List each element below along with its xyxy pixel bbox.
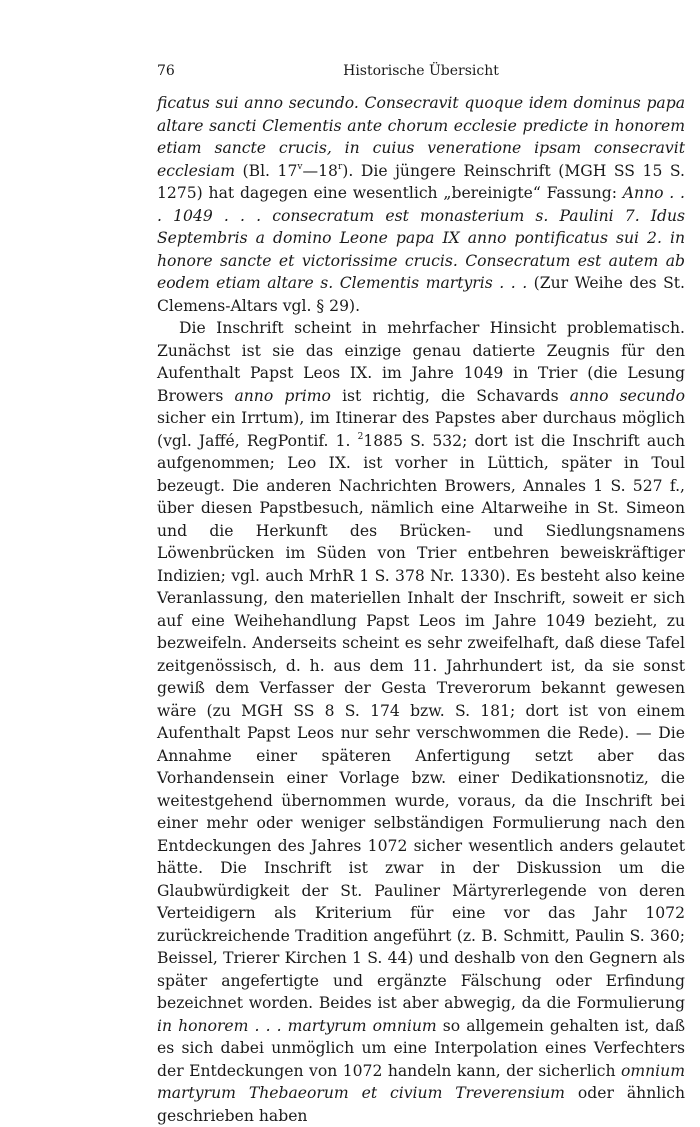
text-run: ). Die jüngere Reinschrift (MGH SS 15 S. 1275) hat dagegen eine wesentlich „bereinigte“ Fassung: xyxy=(157,161,685,202)
page-number: 76 xyxy=(157,63,175,79)
italic-text: anno primo xyxy=(234,386,331,405)
superscript: 2 xyxy=(357,431,364,442)
paragraph-1 xyxy=(157,92,685,317)
text-run: so allgemein gehalten ist, daß es sich dabei unmöglich um eine Interpolation eines Verfechters der Entdeckungen von 1072 handeln kann, der sicherlich xyxy=(157,1016,686,1080)
text-run: (Zur Weihe des St. Clemens-Altars vgl. § 29). xyxy=(157,274,686,315)
italic-text: anno secundo xyxy=(569,386,686,405)
running-head: Historische Übersicht xyxy=(343,63,499,79)
body-text xyxy=(157,92,685,1127)
text-run: oder ähnlich geschrieben haben xyxy=(157,1084,685,1125)
italic-text: ficatus sui anno secundo. Consecravit quoque idem dominus papa altare sancti Clementis ante chorum ecclesie predicte in honorem etiam sancte crucis, in cuius veneratione ipsam consecravit ecclesiam xyxy=(157,94,685,180)
text-run: ist richtig, die Schavards xyxy=(330,386,570,405)
text-run: 1885 S. 532; dort ist die Inschrift auch aufgenommen; Leo IX. ist vorher in Lüttich, später in Toul bezeugt. Die anderen Nachrichten Browers, Annales 1 S. 527 f., über diesen Papstbesuch, nämlich eine Altarweihe in St. Simeon und die Herkunft des Brücken- und Siedlungsnamens Löwenbrücken im Süden von Trier entbehren beweiskräftiger Indizien; vgl. auch MrhR 1 S. 378 Nr. 1330). Es besteht also keine Veranlassung, den materiellen Inhalt der Inschrift, soweit er sich auf eine Weihehandlung Papst Leos im Jahre 1049 bezieht, zu bezweifeln. Anderseits scheint es sehr zweifelhaft, daß diese Tafel zeitgenössisch, d. h. aus dem 11. Jahrhundert ist, da sie sonst gewiß dem Verfasser der Gesta Treverorum bekannt gewesen wäre (zu MGH SS 8 S. 174 bzw. S. 181; dort ist von einem Aufenthalt Papst Leos nur sehr verschwommen die Rede). — Die Annahme einer späteren Anfertigung setzt aber das Vorhandensein einer Vorlage bzw. einer Dedikationsnotiz, die weitestgehend übernommen wurde, voraus, da die Inschrift bei einer mehr oder weniger selbständigen Formulierung nach den Entdeckungen des Jahres 1072 sicher wesentlich anders gelautet hätte. Die Inschrift ist zwar in der Diskussion um die Glaubwürdigkeit der St. Pauliner Märtyrerlegende von deren Verteidigern als Kriterium für eine vor das Jahr 1072 zurückreichende Tradition angeführt (z. B. Schmitt, Paulin S. 360; Beissel, Trierer Kirchen 1 S. 44) und deshalb von den Gegnern als später angefertigte und ergänzte Fälschung oder Erfindung bezeichnet worden. Beides ist aber abwegig, da die Formulierung xyxy=(157,431,685,1012)
italic-text: Anno . . . 1049 . . . consecratum est monasterium s. Paulini 7. Idus Septembris a domino Leone papa IX anno pontificatus sui 2. in honore sancte et victorissime crucis. Consecratum est autem ab eodem etiam altare s. Clementis martyris . . . xyxy=(157,184,685,292)
page-header xyxy=(157,61,685,81)
text-run: sicher ein Irrtum), im Itinerar des Papstes aber durchaus möglich (vgl. Jaffé, RegPontif. 1. xyxy=(157,409,685,450)
superscript: r xyxy=(337,161,343,172)
paragraph-2 xyxy=(157,317,685,1127)
text-run: Die Inschrift scheint in mehrfacher Hinsicht problematisch. Zunächst ist sie das einzige genau datierte Zeugnis für den Aufenthalt Papst Leos IX. im Jahre 1049 in Trier (die Lesung Browers xyxy=(157,319,685,405)
text-run: —18 xyxy=(302,161,338,180)
superscript: v xyxy=(297,161,303,172)
text-run: (Bl. 17 xyxy=(234,161,298,180)
italic-text: omnium martyrum Thebaeorum et civium Treverensium xyxy=(157,1061,685,1102)
italic-text: in honorem . . . martyrum omnium xyxy=(157,1016,437,1035)
